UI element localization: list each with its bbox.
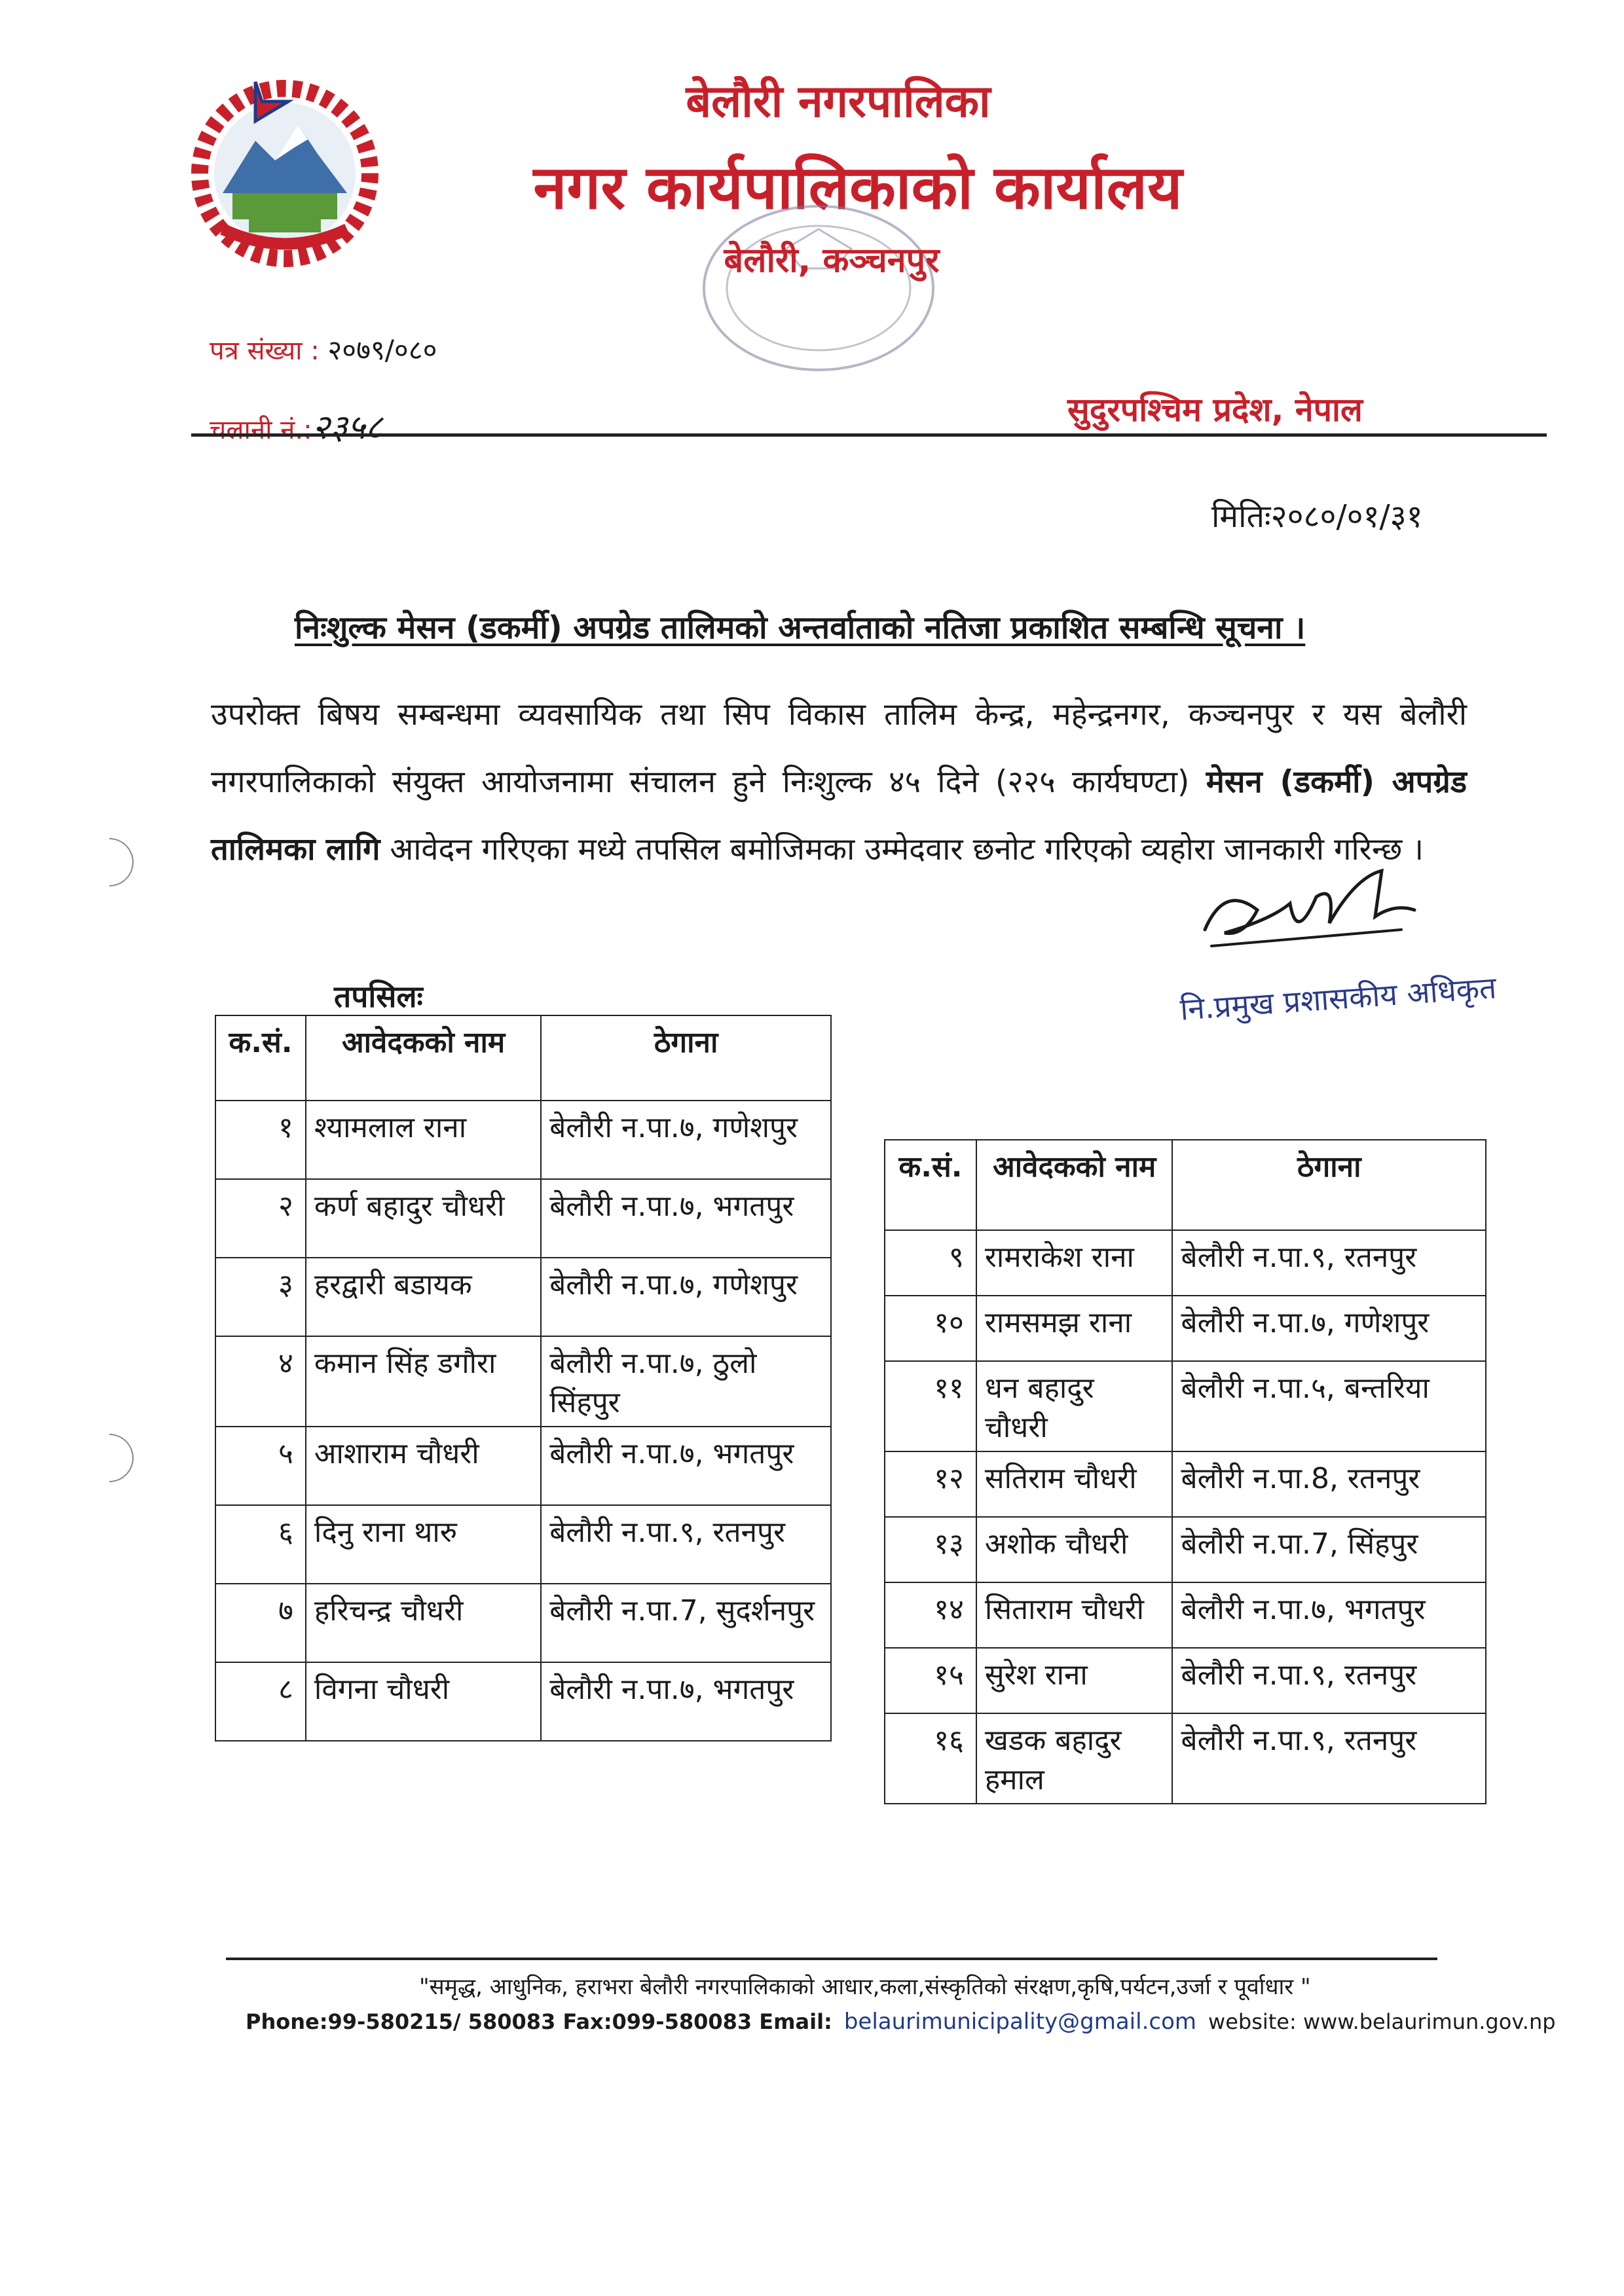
- dispatch-number-value: २३५८: [312, 408, 383, 447]
- punch-hole-mark: [75, 828, 144, 897]
- row-address: बेलौरी न.पा.7, सिंहपुर: [1172, 1517, 1486, 1582]
- row-address: बेलौरी न.पा.९, रतनपुर: [1172, 1713, 1486, 1804]
- row-address: बेलौरी न.पा.७, गणेशपुर: [541, 1258, 831, 1336]
- notice-body: [211, 681, 1467, 883]
- row-name: रामसमझ राना: [976, 1296, 1173, 1361]
- row-sn: ४: [215, 1336, 306, 1427]
- header-name: आवेदकको नाम: [306, 1015, 541, 1101]
- table-row: [215, 1101, 831, 1179]
- row-name: कर्ण बहादुर चौधरी: [306, 1179, 541, 1258]
- table-header-row: [885, 1140, 1486, 1230]
- dispatch-number: [210, 403, 383, 449]
- row-address: बेलौरी न.पा.७, भगतपुर: [541, 1662, 831, 1741]
- row-sn: ६: [215, 1505, 306, 1584]
- row-sn: २: [215, 1179, 306, 1258]
- letter-number: [210, 331, 437, 368]
- punch-hole-mark: [75, 1424, 144, 1493]
- row-sn: ९: [885, 1230, 976, 1296]
- website-link[interactable]: website: www.belaurimun.gov.np: [1208, 2009, 1556, 2034]
- footer-divider: [226, 1958, 1437, 1960]
- signatory-title: नि.प्रमुख प्रशासकीय अधिकृत: [1179, 970, 1498, 1027]
- row-sn: ७: [215, 1584, 306, 1662]
- header-divider: [191, 433, 1547, 437]
- table-row: [215, 1584, 831, 1662]
- row-name: विगना चौधरी: [306, 1662, 541, 1741]
- table-row: [215, 1179, 831, 1258]
- table-row: [215, 1336, 831, 1427]
- row-address: बेलौरी न.पा.९, रतनपुर: [1172, 1648, 1486, 1713]
- office-address: बेलौरी, कञ्चनपुर: [724, 241, 940, 280]
- candidates-table-left: [215, 1015, 832, 1741]
- office-stamp-icon: [694, 196, 943, 380]
- row-address: बेलौरी न.पा.९, रतनपुर: [541, 1505, 831, 1584]
- office-name: नगर कार्यपालिकाको कार्यालय: [533, 153, 1183, 223]
- body-text-part1: उपरोक्त बिषय सम्बन्धमा व्यवसायिक तथा सिप विकास तालिम केन्द्र, महेन्द्रनगर, कञ्चनपुर र यस बेलौरी नगरपालिकाको संयुक्त आयोजनामा संचालन हुने निःशुल्क ४५ दिने (२२५ कार्यघण्टा): [211, 697, 1467, 800]
- row-sn: ५: [215, 1427, 306, 1505]
- table-row: [885, 1296, 1486, 1361]
- row-sn: १६: [885, 1713, 976, 1804]
- table-row: [885, 1713, 1486, 1804]
- footer-slogan: "समृद्ध, आधुनिक, हराभरा बेलौरी नगरपालिकाको आधार,कला,संस्कृतिको संरक्षण,कृषि,पर्यटन,उर्जा र पूर्वाधार ": [419, 1974, 1311, 2000]
- header-name: आवेदकको नाम: [976, 1140, 1173, 1230]
- row-sn: ८: [215, 1662, 306, 1741]
- header-sn: क.सं.: [885, 1140, 976, 1230]
- body-text-part2: आवेदन गरिएका मध्ये तपसिल बमोजिमका उम्मेदवार छनोट गरिएको व्यहोरा जानकारी गरिन्छ ।: [380, 831, 1424, 867]
- row-sn: १२: [885, 1451, 976, 1517]
- header-address: ठेगाना: [1172, 1140, 1486, 1230]
- row-address: बेलौरी न.पा.7, सुदर्शनपुर: [541, 1584, 831, 1662]
- row-sn: १०: [885, 1296, 976, 1361]
- row-name: रामराकेश राना: [976, 1230, 1173, 1296]
- row-name: आशाराम चौधरी: [306, 1427, 541, 1505]
- row-sn: १४: [885, 1582, 976, 1648]
- row-address: बेलौरी न.पा.५, बन्तरिया: [1172, 1361, 1486, 1451]
- letter-number-label: पत्र संख्या :: [210, 336, 328, 366]
- row-address: बेलौरी न.पा.७, भगतपुर: [1172, 1582, 1486, 1648]
- table-row: [885, 1230, 1486, 1296]
- row-sn: १५: [885, 1648, 976, 1713]
- row-address: बेलौरी न.पा.७, ठुलो सिंहपुर: [541, 1336, 831, 1427]
- table-row: [885, 1361, 1486, 1451]
- row-sn: १: [215, 1101, 306, 1179]
- row-address: बेलौरी न.पा.७, भगतपुर: [541, 1427, 831, 1505]
- table-row: [885, 1582, 1486, 1648]
- header-address: ठेगाना: [541, 1015, 831, 1101]
- dispatch-number-label: चलानी नं.:: [210, 415, 312, 445]
- municipality-name: बेलौरी नगरपालिका: [686, 76, 991, 128]
- table-row: [885, 1648, 1486, 1713]
- row-name: श्यामलाल राना: [306, 1101, 541, 1179]
- row-address: बेलौरी न.पा.8, रतनपुर: [1172, 1451, 1486, 1517]
- row-address: बेलौरी न.पा.७, गणेशपुर: [1172, 1296, 1486, 1361]
- row-sn: १३: [885, 1517, 976, 1582]
- row-sn: ३: [215, 1258, 306, 1336]
- row-address: बेलौरी न.पा.९, रतनपुर: [1172, 1230, 1486, 1296]
- row-name: अशोक चौधरी: [976, 1517, 1173, 1582]
- row-name: धन बहादुर चौधरी: [976, 1361, 1173, 1451]
- letter-number-value: २०७९/०८०: [327, 334, 437, 366]
- email-link[interactable]: belaurimunicipality@gmail.com: [843, 2009, 1197, 2035]
- row-name: हरिचन्द्र चौधरी: [306, 1584, 541, 1662]
- annex-label: तपसिलः: [334, 979, 423, 1014]
- nepal-emblem-icon: [177, 62, 393, 272]
- table-row: [215, 1505, 831, 1584]
- table-header-row: [215, 1015, 831, 1101]
- table-row: [885, 1517, 1486, 1582]
- table-row: [215, 1258, 831, 1336]
- row-name: सुरेश राना: [976, 1648, 1173, 1713]
- header-sn: क.सं.: [215, 1015, 306, 1101]
- contact-numbers: Phone:99-580215/ 580083 Fax:099-580083 Email:: [246, 2009, 832, 2034]
- candidates-table-right: [884, 1139, 1486, 1804]
- row-name: कमान सिंह डगौरा: [306, 1336, 541, 1427]
- row-sn: ११: [885, 1361, 976, 1451]
- signature-icon: [1185, 858, 1447, 975]
- row-name: हरद्वारी बडायक: [306, 1258, 541, 1336]
- table-row: [215, 1662, 831, 1741]
- row-address: बेलौरी न.पा.७, गणेशपुर: [541, 1101, 831, 1179]
- row-name: दिनु राना थारु: [306, 1505, 541, 1584]
- footer-contact: [246, 2009, 1556, 2035]
- province-name: सुदुरपश्चिम प्रदेश, नेपाल: [1067, 391, 1363, 429]
- letter-date: मितिः२०८०/०१/३१: [1211, 498, 1423, 535]
- row-name: सिताराम चौधरी: [976, 1582, 1173, 1648]
- row-name: खडक बहादुर हमाल: [976, 1713, 1173, 1804]
- body-text-bold: मेसन (डकर्मी) अपग्रेड तालिमका लागि: [211, 764, 1467, 867]
- table-row: [885, 1451, 1486, 1517]
- row-address: बेलौरी न.पा.७, भगतपुर: [541, 1179, 831, 1258]
- table-row: [215, 1427, 831, 1505]
- notice-subject: निःशुल्क मेसन (डकर्मी) अपग्रेड तालिमको अन्तर्वाताको नतिजा प्रकाशित सम्बन्धि सूचना ।: [295, 610, 1306, 646]
- row-name: सतिराम चौधरी: [976, 1451, 1173, 1517]
